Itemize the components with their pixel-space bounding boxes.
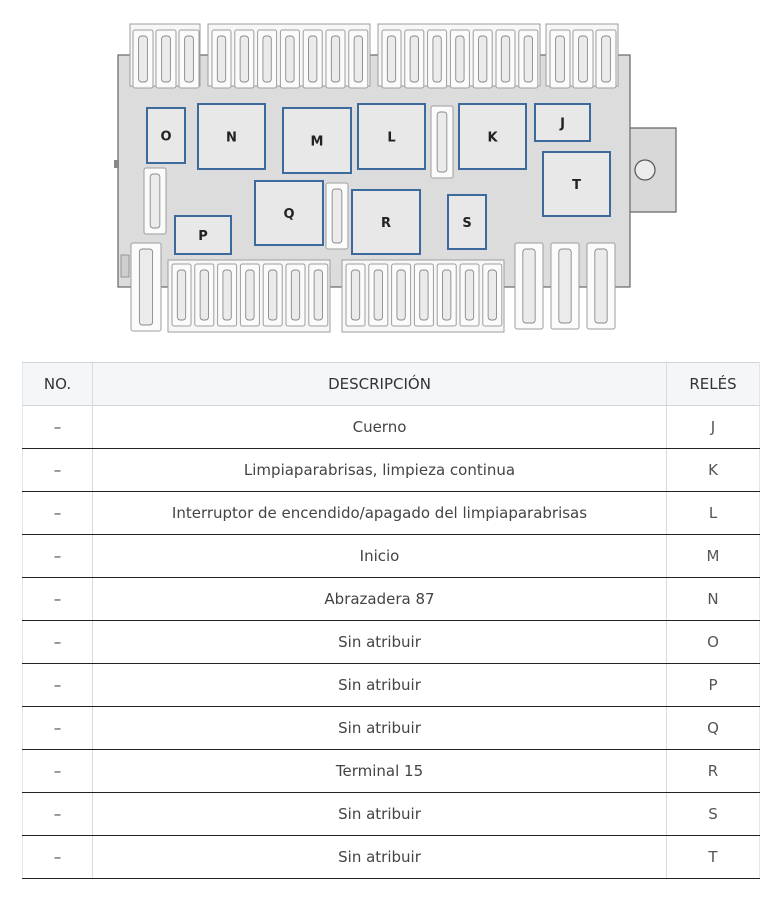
fuse-element <box>223 270 231 320</box>
relay-label-t: T <box>572 178 581 193</box>
cell-description: Sin atribuir <box>93 836 667 879</box>
fuse-element <box>286 36 294 82</box>
relay-label-n: N <box>226 130 237 146</box>
table-row <box>23 621 760 664</box>
table-row <box>23 406 760 449</box>
relay-table-header <box>23 363 760 406</box>
relay-label-s: S <box>462 216 472 231</box>
fuse-element <box>602 36 611 82</box>
relay-label-r: R <box>380 216 392 231</box>
table-row <box>23 664 760 707</box>
fuse-element <box>437 112 447 172</box>
fuse-element <box>240 36 248 82</box>
relay-label-k: K <box>487 130 498 146</box>
relay-label-p: P <box>198 229 208 244</box>
fuse-element <box>331 36 339 82</box>
fuse-element <box>556 36 565 82</box>
fuse-element <box>263 36 271 82</box>
table-row <box>23 492 760 535</box>
fuse-element <box>150 174 160 228</box>
cell-relay: L <box>667 492 760 535</box>
fuse-element <box>374 270 382 320</box>
cell-relay: R <box>667 750 760 793</box>
fuse-element <box>269 270 277 320</box>
fuse-element <box>524 36 532 82</box>
cell-description: Cuerno <box>93 406 667 449</box>
table-row <box>23 750 760 793</box>
relay-table-body <box>23 406 760 879</box>
fuse-element <box>354 36 362 82</box>
cell-description: Sin atribuir <box>93 664 667 707</box>
cell-no: – <box>23 836 93 879</box>
cell-description: Limpiaparabrisas, limpieza continua <box>93 449 667 492</box>
cell-description: Sin atribuir <box>93 707 667 750</box>
cell-no: – <box>23 750 93 793</box>
fuse-element <box>559 249 571 323</box>
cell-no: – <box>23 793 93 836</box>
fuse-element <box>595 249 607 323</box>
left-clip <box>114 160 119 168</box>
fuse-element <box>217 36 225 82</box>
cell-no: – <box>23 578 93 621</box>
cell-relay: O <box>667 621 760 664</box>
header-row <box>23 363 760 406</box>
cell-description: Abrazadera 87 <box>93 578 667 621</box>
fuse-element <box>139 249 152 325</box>
fuse-element <box>501 36 509 82</box>
table-row <box>23 578 760 621</box>
cell-no: – <box>23 406 93 449</box>
cell-description: Inicio <box>93 535 667 578</box>
header-relay: RELÉS <box>667 363 760 406</box>
relay-label-q: Q <box>283 207 295 222</box>
cell-relay: P <box>667 664 760 707</box>
fuse-element <box>523 249 535 323</box>
fuse-element <box>351 270 359 320</box>
cell-no: – <box>23 535 93 578</box>
cell-relay: N <box>667 578 760 621</box>
cell-no: – <box>23 664 93 707</box>
fuse-element <box>185 36 194 82</box>
fuse-element <box>465 270 473 320</box>
cell-relay: M <box>667 535 760 578</box>
relay-label-o: O <box>160 129 172 145</box>
fuse-element <box>420 270 428 320</box>
mounting-hole <box>635 160 655 180</box>
cell-no: – <box>23 449 93 492</box>
left-connector <box>121 255 129 277</box>
table-row <box>23 535 760 578</box>
fuse-element <box>314 270 322 320</box>
fuse-element <box>177 270 185 320</box>
fuse-element <box>309 36 317 82</box>
fuse-element <box>488 270 496 320</box>
cell-no: – <box>23 707 93 750</box>
relay-label-l: L <box>387 130 396 146</box>
cell-relay: J <box>667 406 760 449</box>
table-row <box>23 793 760 836</box>
fuse-element <box>139 36 148 82</box>
fuse-box-diagram <box>0 0 778 345</box>
fuse-element <box>456 36 464 82</box>
cell-description: Interruptor de encendido/apagado del limpiaparabrisas <box>93 492 667 535</box>
fuse-element <box>397 270 405 320</box>
cell-relay: Q <box>667 707 760 750</box>
header-description: DESCRIPCIÓN <box>93 363 667 406</box>
fuse-element <box>332 189 342 243</box>
cell-relay: K <box>667 449 760 492</box>
cell-description: Sin atribuir <box>93 621 667 664</box>
cell-description: Terminal 15 <box>93 750 667 793</box>
fuse-element <box>291 270 299 320</box>
fuse-element <box>443 270 451 320</box>
cell-relay: T <box>667 836 760 879</box>
fuse-element <box>410 36 418 82</box>
fuse-element <box>162 36 171 82</box>
table-row <box>23 836 760 879</box>
cell-relay: S <box>667 793 760 836</box>
fuse-element <box>433 36 441 82</box>
fuse-element <box>246 270 254 320</box>
relay-label-j: J <box>560 116 565 132</box>
fuse-element <box>387 36 395 82</box>
fuse-element <box>579 36 588 82</box>
cell-description: Sin atribuir <box>93 793 667 836</box>
cell-no: – <box>23 621 93 664</box>
header-no: NO. <box>23 363 93 406</box>
fuse-element <box>479 36 487 82</box>
relay-label-m: M <box>310 134 324 150</box>
relay-table <box>22 362 760 879</box>
fuse-element <box>200 270 208 320</box>
table-row <box>23 707 760 750</box>
cell-no: – <box>23 492 93 535</box>
table-row <box>23 449 760 492</box>
